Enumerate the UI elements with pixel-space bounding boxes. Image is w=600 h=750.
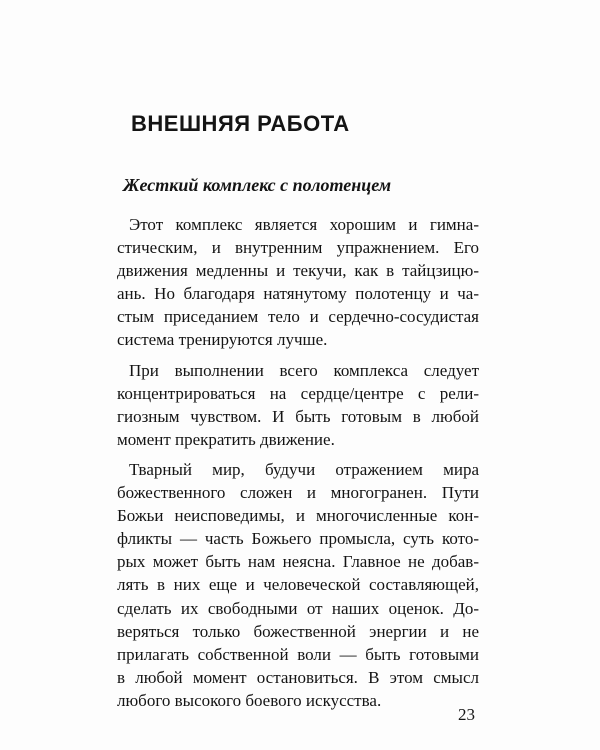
text-line: веряться только божественной энергии и не	[117, 621, 479, 641]
text-line: концентрироваться на сердце/центре с рели-	[117, 383, 479, 403]
text-line: движения медленны и текучи, как в тайцзицю-	[117, 261, 479, 281]
paragraph-3	[117, 458, 479, 712]
page-number: 23	[458, 705, 475, 724]
text-line: Божьи неисповедимы, и многочисленные кон-	[117, 506, 479, 526]
text-line: в любой момент остановиться. В этом смысл	[117, 667, 479, 687]
text-line: стическим, и внутренним упражнением. Его	[117, 238, 479, 258]
text-line: При выполнении всего комплекса следует	[129, 360, 479, 380]
text-line: гиозным чувством. И быть готовым в любой	[117, 406, 479, 426]
text-line: божественного сложен и многогранен. Пути	[117, 483, 479, 503]
text-line: стым приседанием тело и сердечно-сосудистая	[117, 307, 479, 327]
text-line: рых может быть нам неясна. Главное не добав-	[117, 552, 479, 572]
text-line: ань. Но благодаря натянутому полотенцу и ча-	[117, 284, 479, 304]
text-line: система тренируются лучше.	[117, 330, 328, 350]
text-line: лять в них еще и человеческой составляющей,	[117, 575, 479, 595]
text-line: Тварный мир, будучи отражением мира	[129, 459, 479, 479]
section-title: Жесткий комплекс с полотенцем	[123, 175, 392, 195]
chapter-title: ВНЕШНЯЯ РАБОТА	[131, 111, 350, 136]
text-line: сделать их свободными от наших оценок. До-	[117, 598, 479, 618]
text-line: фликты — часть Божьего промысла, суть кото-	[117, 529, 479, 549]
text-line: любого высокого боевого искусства.	[117, 690, 382, 710]
text-line: прилагать собственной воли — быть готовыми	[117, 644, 479, 664]
body-text	[117, 213, 479, 719]
text-line: момент прекратить движение.	[117, 429, 335, 449]
text-line: Этот комплекс является хорошим и гимна-	[129, 215, 479, 234]
paragraph-2	[117, 359, 479, 451]
paragraph-1	[117, 213, 479, 352]
